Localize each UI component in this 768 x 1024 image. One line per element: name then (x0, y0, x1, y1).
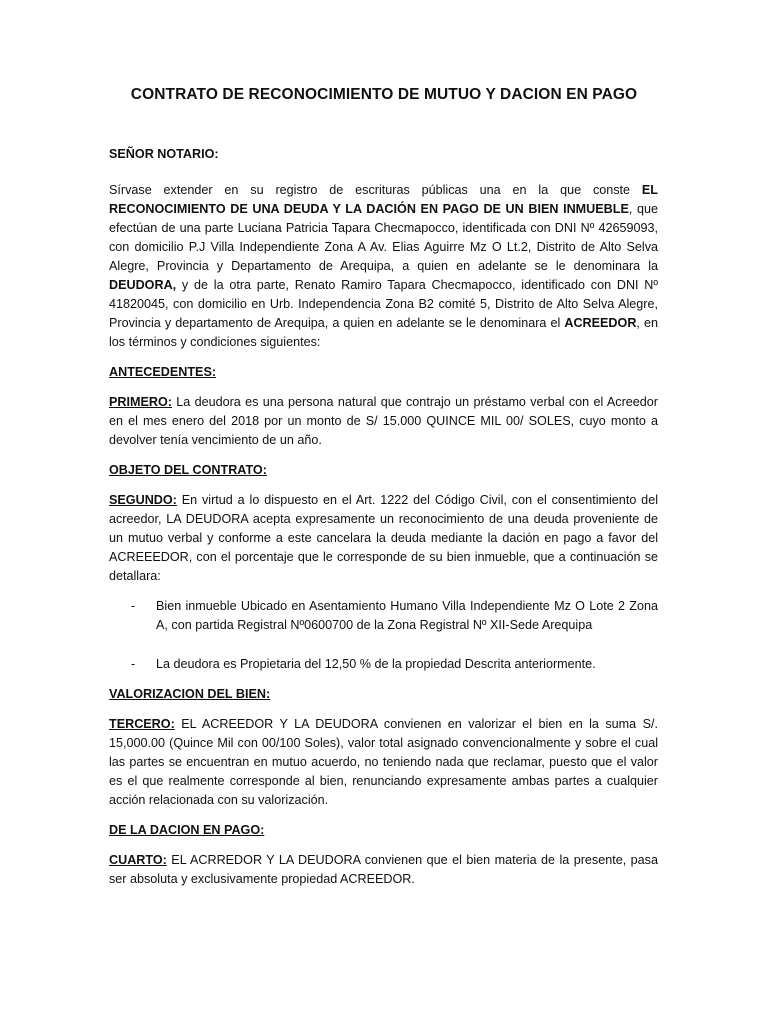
clause-primero-text: La deudora es una persona natural que contrajo un préstamo verbal con el Acreedor en el mes enero del 2018 por un monto de S/ 15.000 QUINCE MIL 00/ SOLES, cuyo monto a devolver tenía vencimiento de un año. (109, 395, 658, 447)
list-item (109, 655, 658, 674)
clause-cuarto-text: EL ACRREDOR Y LA DEUDORA convienen que el bien materia de la presente, pasa ser absoluta y exclusivamente propiedad ACREEDOR. (109, 853, 658, 886)
section-heading-antecedentes: ANTECEDENTES: (109, 365, 217, 379)
intro-paragraph (109, 181, 658, 352)
bullet-dash: - (131, 657, 136, 671)
clause-cuarto-label: CUARTO: (109, 853, 167, 867)
clause-segundo (109, 491, 658, 586)
section-heading-dacion: DE LA DACION EN PAGO: (109, 823, 265, 837)
intro-bold-3: ACREEDOR (564, 316, 637, 330)
section-heading-objeto: OBJETO DEL CONTRATO: (109, 463, 267, 477)
clause-segundo-text: En virtud a lo dispuesto en el Art. 1222 del Código Civil, con el consentimiento del acreedor, LA DEUDORA acepta expresamente un reconocimiento de una deuda proveniente de un mutuo verbal y conforme a este cancelara la deuda mediante la dación en pago a favor del ACREEEDOR, con el porcentaje que le corresponde de su bien inmueble, que a continuación se detallara: (109, 493, 658, 583)
intro-text-3: y de la otra parte, Renato Ramiro Tapara Checmapocco, identificado con DNI Nº 41820045, con domicilio en Urb. Independencia Zona B2 comité 5, Distrito de Alto Selva Alegre, Provincia y departamento de Arequipa, a quien en adelante se le denominara el (109, 278, 658, 330)
clause-tercero-text: EL ACREEDOR Y LA DEUDORA convienen en valorizar el bien en la suma S/. 15,000.00 (Quince Mil con 00/100 Soles), valor total asignado convencionalmente y sobre el cual las partes se encuentran en mutuo acuerdo, no teniendo nada que reclamar, puesto que el valor es el que realmente corresponde al bien, renunciando expresamente ambas partes a cualquier acción relacionada con su valorización. (109, 717, 658, 807)
clause-cuarto (109, 851, 658, 889)
clause-tercero-label: TERCERO: (109, 717, 175, 731)
document-body (109, 145, 658, 889)
section-heading-valorizacion: VALORIZACION DEL BIEN: (109, 687, 271, 701)
bullet-dash: - (131, 599, 136, 613)
clause-primero-label: PRIMERO: (109, 395, 172, 409)
intro-bold-1: EL RECONOCIMIENTO DE UNA DEUDA Y LA DACIÓN EN PAGO DE UN BIEN INMUEBLE (109, 183, 658, 216)
document-title: CONTRATO DE RECONOCIMIENTO DE MUTUO Y DACION EN PAGO (130, 86, 638, 103)
list-item-text: Bien inmueble Ubicado en Asentamiento Humano Villa Independiente Mz O Lote 2 Zona A, con partida Registral Nº0600700 de la Zona Registral Nº XII-Sede Arequipa (156, 599, 658, 632)
list-item (109, 597, 658, 635)
list-item-text: La deudora es Propietaria del 12,50 % de la propiedad Descrita anteriormente. (156, 657, 596, 671)
intro-text-4: , en los términos y condiciones siguientes: (109, 316, 658, 349)
salutation: SEÑOR NOTARIO: (109, 147, 219, 161)
clause-primero (109, 393, 658, 450)
intro-text-1: Sírvase extender en su registro de escrituras públicas una en la que conste (109, 183, 642, 197)
intro-text-2: , que efectúan de una parte Luciana Patricia Tapara Checmapocco, identificada con DNI Nº 42659093, con domicilio P.J Villa Independiente Zona A Av. Elias Aguirre Mz O Lt.2, Distrito de Alto Selva Alegre, Provincia y Departamento de Arequipa, a quien en adelante se le denominara la (109, 202, 658, 273)
intro-bold-2: DEUDORA, (109, 278, 177, 292)
clause-segundo-label: SEGUNDO: (109, 493, 177, 507)
clause-tercero (109, 715, 658, 810)
